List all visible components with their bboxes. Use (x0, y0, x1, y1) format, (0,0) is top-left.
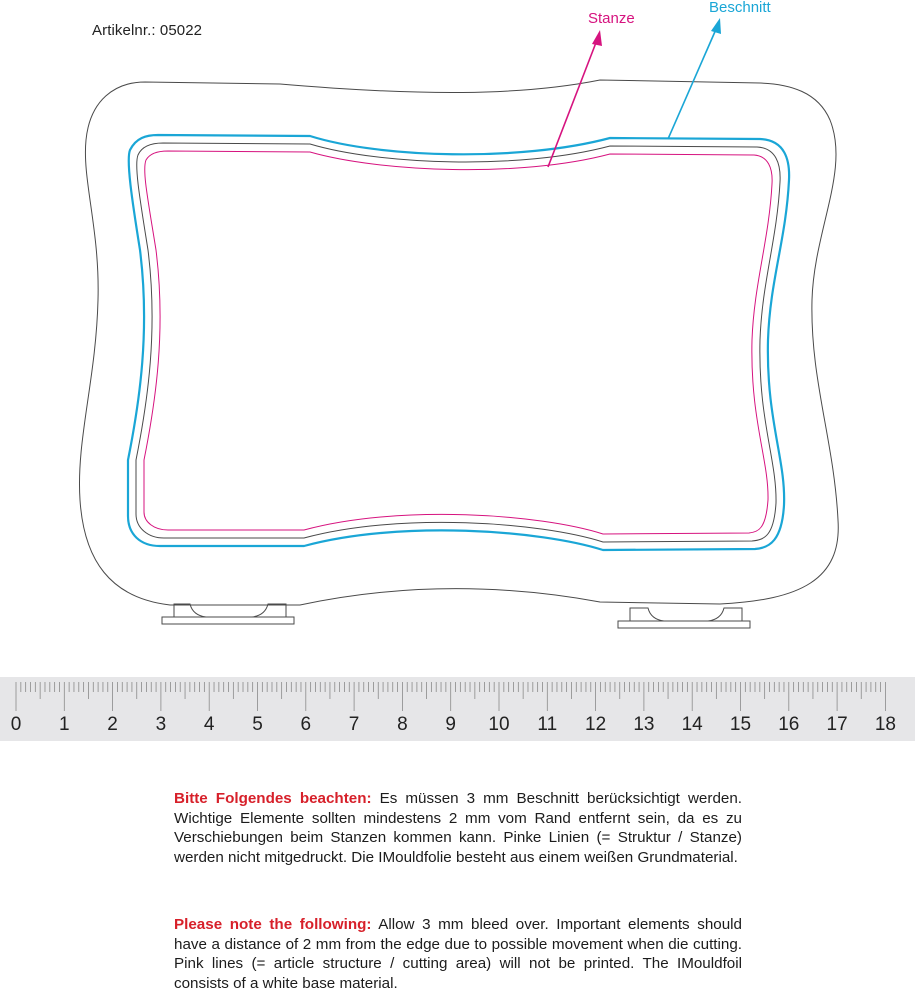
note-german-body: Es müssen 3 mm Beschnitt berücksichtigt werden. Wichtige Elemente sollten mindestens 2 mm vom Rand entfernt sein, da es zu Verschiebungen beim Stanzen kommen kann. Pinke Linien (= Struktur / Stanze) werden nicht mitgedruckt. Die IMouldfolie besteht aus einem weißen Grundmaterial. (174, 790, 742, 866)
beschnitt-arrow-head (711, 18, 721, 34)
stanze-arrow-head (592, 30, 602, 46)
die-cut-line (144, 151, 772, 534)
ruler-label: 3 (155, 714, 167, 735)
beschnitt-arrow-line (668, 27, 717, 139)
bleed-line (128, 135, 789, 550)
ruler-label: 12 (585, 714, 607, 735)
beschnitt-label: Beschnitt (709, 0, 771, 16)
note-english-lead: Please note the following: (174, 916, 372, 933)
ruler-label: 6 (300, 714, 312, 735)
ruler-label: 13 (633, 714, 655, 735)
mounting-tab-right (618, 608, 750, 628)
outer-outline (79, 80, 838, 605)
note-english-body: Allow 3 mm bleed over. Important elements should have a distance of 2 mm from the edge due to possible movement when die cutting. Pink lines (= article structure / cutting area) will not be printed. The IMouldfoil consists of a white base material. (174, 916, 742, 992)
stanze-arrow-line (548, 40, 597, 167)
ruler-label: 11 (537, 714, 558, 735)
ruler-label: 9 (445, 714, 456, 735)
ruler-label: 17 (826, 714, 848, 735)
ruler-label: 10 (488, 714, 510, 735)
mounting-tab-left (162, 604, 294, 624)
ruler-label: 1 (59, 714, 70, 735)
ruler-label: 8 (397, 714, 408, 735)
article-number: Artikelnr.: 05022 (92, 22, 203, 39)
ruler (0, 677, 915, 741)
ruler-label: 5 (252, 714, 263, 735)
ruler-label: 7 (348, 714, 360, 735)
ruler-label: 2 (107, 714, 118, 735)
ruler-label: 4 (203, 714, 215, 735)
stanze-label: Stanze (588, 10, 635, 27)
note-english (174, 915, 742, 993)
note-german-lead: Bitte Folgendes beachten: (174, 790, 372, 807)
ruler-label: 16 (778, 714, 800, 735)
note-german (174, 789, 742, 867)
trim-line (136, 143, 780, 542)
ruler-label: 14 (681, 714, 703, 735)
ruler-label: 0 (10, 714, 22, 735)
ruler-label: 18 (874, 714, 896, 735)
ruler-label: 15 (729, 714, 752, 735)
